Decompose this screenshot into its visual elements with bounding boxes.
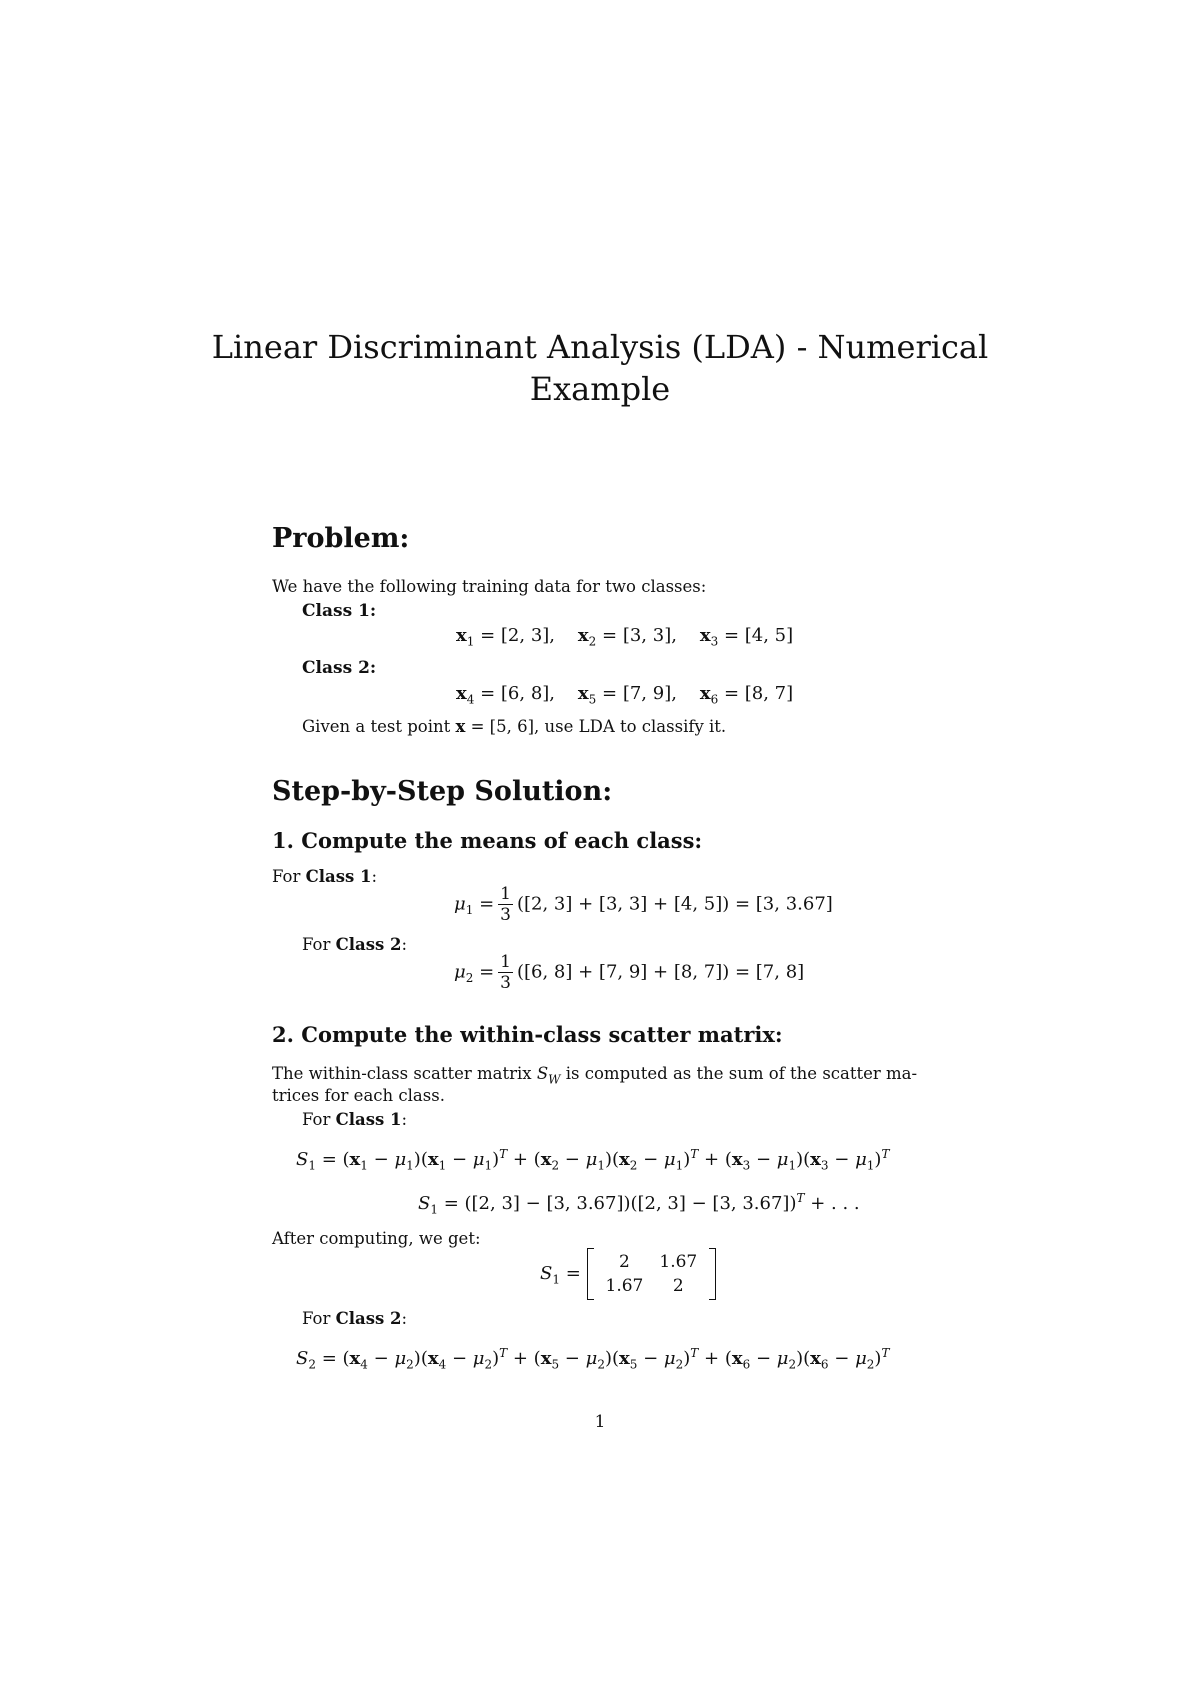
test-point-sentence bbox=[302, 716, 726, 738]
point-x1: [2, 3], bbox=[500, 625, 556, 646]
step2-for-2: For bbox=[302, 1309, 336, 1328]
step1-for-1: For bbox=[272, 867, 306, 886]
mu2-frac-den: 3 bbox=[500, 973, 511, 993]
mu2-equation: $\mu_2$ = $\frac{1}{3}$ ([6, 8] + [7, 9] + [8, 7]) = [7, 8] bbox=[454, 952, 805, 993]
step1-for-2: For bbox=[302, 935, 336, 954]
class2-points-equation: $x_4 = [6$, 8], $x_5 = [7$, 9], $x_6 = [8$, 7] bbox=[456, 683, 794, 707]
mu1-frac-den: 3 bbox=[500, 905, 511, 925]
step2-class1-line bbox=[302, 1109, 407, 1131]
page-number: 1 bbox=[594, 1412, 606, 1432]
test-point-pre: Given a test point bbox=[302, 717, 456, 736]
step2-intro-post: is computed as the sum of the scatter ma- bbox=[560, 1064, 918, 1083]
point-x2: [3, 3], bbox=[622, 625, 677, 646]
s1-expansion-expr: = ([2, 3] − [3, 3.67])([2, 3] − [3, 3.67]) bbox=[437, 1193, 797, 1214]
s1-matrix-cell: 1.67 bbox=[659, 1252, 698, 1272]
point-x6: [8, 7] bbox=[744, 683, 794, 704]
step2-colon-2: : bbox=[401, 1309, 408, 1328]
point-x5: [7, 9], bbox=[622, 683, 677, 704]
problem-intro: We have the following training data for two classes: bbox=[272, 577, 707, 596]
point-x3: [4, 5] bbox=[744, 625, 794, 646]
s2-definition-equation: $S_2 = (x_4 - \mu_2)(x_4 - \mu_2)^T + (x_5 - \mu_2)(x_5 - \mu_2)^T + (x_6 - \mu_2)(x_6 - \mu_2)^T$ bbox=[296, 1346, 890, 1372]
mu2-expression: ([6, 8] + [7, 9] + [8, 7]) = [7, 8] bbox=[516, 961, 805, 983]
mu1-equation: $\mu_1$ = $\frac{1}{3}$ ([2, 3] + [3, 3] + [4, 5]) = [3, 3.67] bbox=[454, 884, 833, 925]
step1-class1-label: Class 1 bbox=[305, 867, 372, 886]
s1-definition-equation: $S_1 = (x_1 - \mu_1)(x_1 - \mu_1)^T + (x_2 - \mu_1)(x_2 - \mu_1)^T + (x_3 - \mu_1)(x_3 - \mu_1)^T$ bbox=[296, 1147, 890, 1173]
document-title bbox=[0, 326, 1200, 410]
mu1-fraction bbox=[498, 884, 513, 925]
s1-matrix-cell: 2 bbox=[619, 1252, 630, 1272]
step1-class2-label: Class 2 bbox=[335, 935, 402, 954]
class1-label: Class 1: bbox=[302, 601, 377, 621]
test-point-post: = [5, 6], use LDA to classify it. bbox=[465, 717, 727, 736]
test-point-var: x bbox=[455, 717, 466, 736]
step2-for-1: For bbox=[302, 1110, 336, 1129]
title-line-1: Linear Discriminant Analysis (LDA) - Numerical bbox=[211, 328, 989, 366]
step1-heading: 1. Compute the means of each class: bbox=[272, 828, 703, 853]
problem-heading: Problem: bbox=[272, 523, 410, 554]
s1-expansion-tail: + . . . bbox=[804, 1193, 860, 1214]
step1-colon-2: : bbox=[401, 935, 408, 954]
point-x4: [6, 8], bbox=[500, 683, 556, 704]
step2-intro-pre: The within-class scatter matrix bbox=[272, 1064, 537, 1083]
s1-matrix bbox=[587, 1248, 717, 1300]
step1-class2-line bbox=[302, 934, 407, 956]
step2-heading: 2. Compute the within-class scatter matrix: bbox=[272, 1022, 783, 1047]
title-line-2: Example bbox=[529, 370, 671, 408]
s1-matrix-equation: $S_1$ = 2 1.67 1.67 2 bbox=[540, 1248, 716, 1300]
step1-class1-line bbox=[272, 866, 377, 888]
s1-matrix-cell: 1.67 bbox=[605, 1276, 644, 1296]
step2-class1-label: Class 1 bbox=[335, 1110, 402, 1129]
step2-intro-line2: trices for each class. bbox=[272, 1086, 445, 1105]
solution-heading: Step-by-Step Solution: bbox=[272, 776, 613, 807]
class1-points-equation: $x_1 = [2$, 3], $x_2 = [3$, 3], $x_3 = [4$, 5] bbox=[456, 625, 794, 649]
s1-expansion-equation: $S_1 = ([2$, 3] − [3, 3.67])([2, 3] − [3, 3.67])$^T$ + . . . bbox=[418, 1191, 860, 1217]
s1-matrix-cell: 2 bbox=[672, 1276, 684, 1296]
mu1-frac-num: 1 bbox=[500, 884, 511, 904]
step2-colon-1: : bbox=[401, 1110, 408, 1129]
after-computing: After computing, we get: bbox=[272, 1229, 481, 1248]
class2-label: Class 2: bbox=[302, 658, 377, 678]
step2-intro: The within-class scatter matrix $S_W$ is computed as the sum of the scatter ma- trices for each class. bbox=[272, 1064, 918, 1105]
step2-class2-line bbox=[302, 1308, 407, 1330]
step2-class2-label: Class 2 bbox=[335, 1309, 402, 1328]
mu2-fraction bbox=[498, 952, 513, 993]
mu2-frac-num: 1 bbox=[500, 952, 511, 972]
mu1-expression: ([2, 3] + [3, 3] + [4, 5]) = [3, 3.67] bbox=[516, 893, 833, 915]
step1-colon-1: : bbox=[371, 867, 378, 886]
